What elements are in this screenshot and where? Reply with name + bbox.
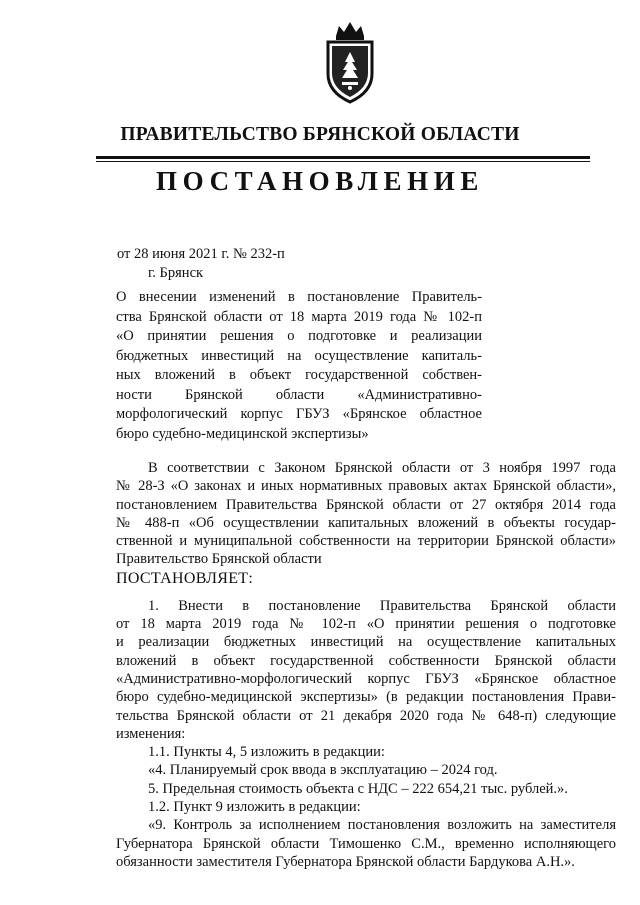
subject-line: ных вложений в объект государственной собствен-: [116, 367, 482, 383]
preamble-line: № 488-п «Об осуществлении капитальных вложений в объекты государ-: [116, 514, 616, 531]
document-body: [116, 459, 616, 871]
header-rule-thick: [96, 156, 590, 159]
government-title: ПРАВИТЕЛЬСТВО БРЯНСКОЙ ОБЛАСТИ: [120, 124, 520, 145]
preamble-line: В соответствии с Законом Брянской области от 3 ноября 1997 года: [148, 460, 616, 476]
item1-line: «Административно-морфологический корпус ГБУЗ «Брянское областное: [116, 670, 616, 687]
item9-line: «9. Контроль за исполнением постановления возложить на заместителя: [148, 817, 616, 834]
item1-line: 1. Внести в постановление Правительства Брянской области: [148, 597, 616, 614]
subject-line: морфологический корпус ГБУЗ «Брянское областное: [116, 406, 482, 422]
item1-line: и реализации бюджетных инвестиций на осуществление капитальных: [116, 634, 616, 651]
sub-item-line: 1.1. Пункты 4, 5 изложить в редакции:: [148, 744, 385, 761]
subject-block: [116, 288, 482, 444]
item1-line: от 18 марта 2019 года № 102-п «О принятии решения о подготовке: [116, 616, 616, 633]
preamble-line: ственной и муниципальной собственности на территории Брянской области»: [116, 533, 616, 550]
city: г. Брянск: [148, 265, 204, 281]
subject-line: бюджетных инвестиций на осуществление капиталь-: [116, 347, 482, 364]
date-number: от 28 июня 2021 г. № 232-п: [117, 246, 285, 262]
sub-item-line: 5. Предельная стоимость объекта с НДС – 222 654,21 тыс. рублей.».: [148, 780, 568, 797]
resolves-heading: ПОСТАНОВЛЯЕТ:: [116, 569, 254, 587]
subject-line: ства Брянской области от 18 марта 2019 года № 102-п: [116, 308, 482, 325]
subject-line: О внесении изменений в постановление Правитель-: [116, 289, 482, 305]
document-type: ПОСТАНОВЛЕНИЕ: [156, 166, 484, 196]
preamble-line: № 28-З «О законах и иных нормативных правовых актах Брянской области»,: [116, 478, 616, 495]
subject-line: бюро судебно-медицинской экспертизы»: [116, 425, 369, 442]
item9-line: Губернатора Брянской области Тимошенко С.М., временно исполняющего: [116, 835, 616, 852]
sub-item-line: «4. Планируемый срок ввода в эксплуатацию – 2024 год.: [148, 762, 498, 779]
spacer: [116, 588, 616, 597]
item1-line: тельства Брянской области от 21 декабря 2020 года № 648-п) следующие: [116, 707, 616, 724]
item1-line: вложений в объект государственной собственности Брянской области: [116, 652, 616, 669]
subject-line: «О принятии решения о подготовке и реализации: [116, 328, 482, 344]
preamble-line: Правительство Брянской области: [116, 551, 322, 568]
item1-line: изменения:: [116, 725, 186, 742]
subject-line: ности Брянской области «Административно-: [116, 386, 482, 403]
item1-line: бюро судебно-медицинской экспертизы» (в редакции постановления Прави-: [116, 689, 616, 706]
sub-item-line: 1.2. Пункт 9 изложить в редакции:: [148, 799, 361, 816]
preamble-line: постановлением Правительства Брянской области от 27 октября 2014 года: [116, 496, 616, 513]
item9-line: обязанности заместителя Губернатора Брянской области Бардукова А.Н.».: [116, 853, 575, 870]
coat-of-arms-icon: [322, 18, 378, 108]
header-rule-thin: [96, 161, 590, 162]
